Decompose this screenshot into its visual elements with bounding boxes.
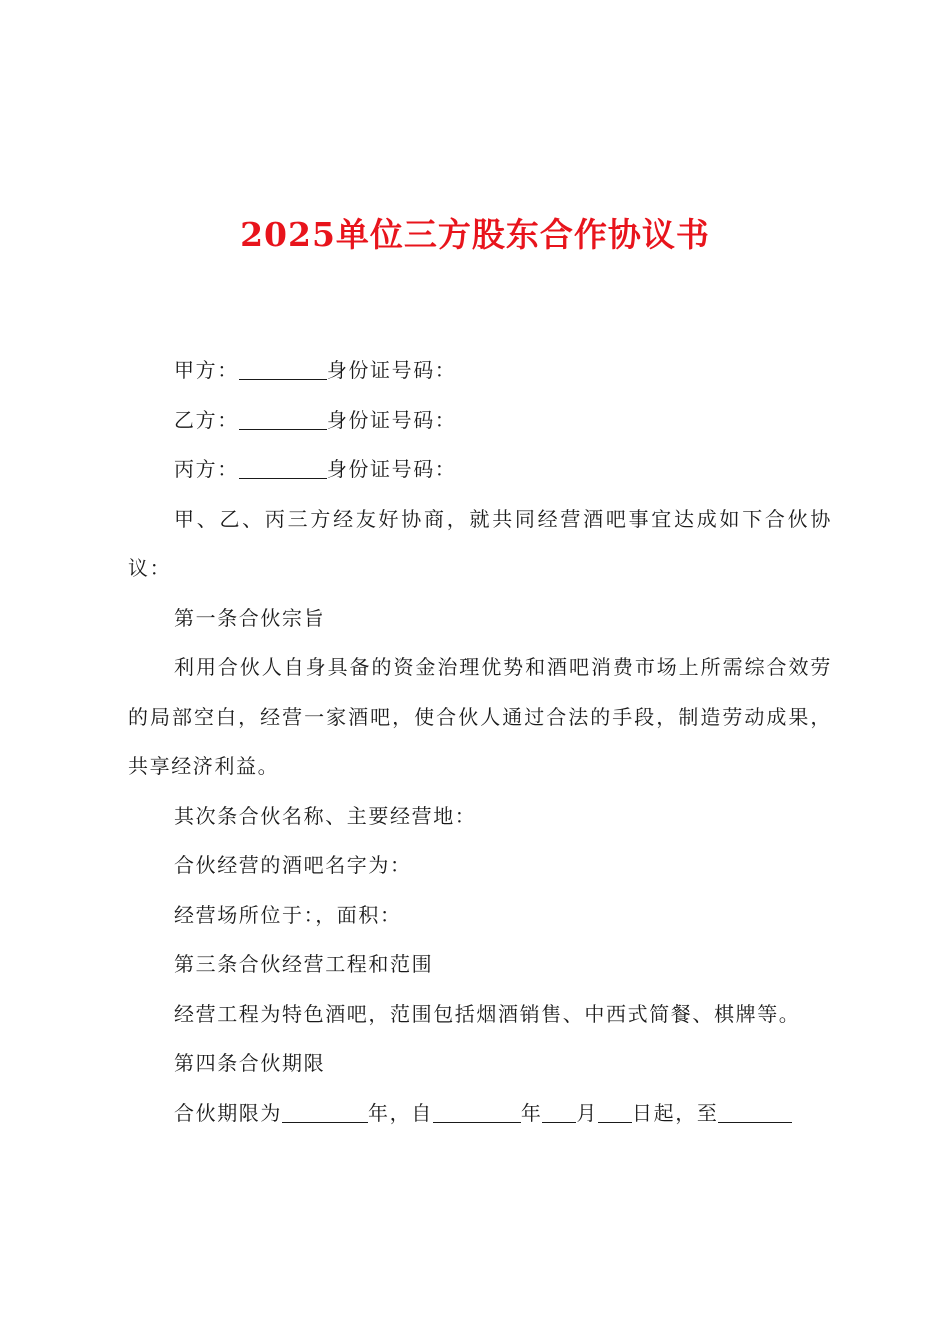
term-year-word: 年，自 (368, 1100, 433, 1125)
article1-heading: 第一条合伙宗旨 (174, 605, 326, 630)
party-c-id-label: 身份证号码： (326, 457, 457, 481)
party-b-line (128, 396, 832, 446)
party-a-name-blank (239, 359, 327, 380)
party-c-label: 丙方： (174, 457, 239, 481)
article1-body: 利用合伙人自身具备的资金治理优势和酒吧消费市场上所需综合效劳的局部空白，经营一家酒吧，使合伙人通过合法的手段，制造劳动成果，共享经济利益。 (128, 655, 832, 778)
party-b-name-blank (239, 409, 327, 430)
document-body (128, 346, 832, 1138)
article2-place: 经营场所位于：，面积： (174, 902, 402, 927)
party-a-id-label: 身份证号码： (326, 358, 457, 382)
article4-heading: 第四条合伙期限 (174, 1051, 326, 1075)
party-c-name-blank (239, 458, 327, 479)
party-b-id-label: 身份证号码： (326, 407, 457, 432)
party-b-label: 乙方： (174, 407, 239, 432)
start-year-unit: 年 (520, 1100, 543, 1125)
start-year-blank (433, 1102, 521, 1123)
start-month-blank (542, 1102, 576, 1123)
article3-body: 经营工程为特色酒吧，范围包括烟酒销售、中西式简餐、棋牌等。 (174, 1001, 801, 1026)
start-day-blank (598, 1102, 632, 1123)
article2-heading: 其次条合伙名称、主要经营地： (174, 803, 477, 828)
start-day-suffix: 日起，至 (632, 1100, 719, 1125)
term-years-blank (282, 1102, 368, 1123)
intro-paragraph: 甲、乙、丙三方经友好协商，就共同经营酒吧事宜达成如下合伙协议： (128, 506, 832, 580)
party-c-line (128, 445, 832, 495)
article3-heading: 第三条合伙经营工程和范围 (174, 952, 434, 976)
article2-bar-name: 合伙经营的酒吧名字为： (174, 853, 412, 877)
party-a-line (128, 346, 832, 396)
start-month-unit: 月 (576, 1100, 599, 1125)
term-line (128, 1089, 832, 1139)
party-a-label: 甲方： (174, 358, 239, 382)
end-date-blank (718, 1102, 792, 1123)
document-title: 2025单位三方股东合作协议书 (240, 215, 710, 254)
term-prefix: 合伙期限为 (174, 1100, 282, 1125)
